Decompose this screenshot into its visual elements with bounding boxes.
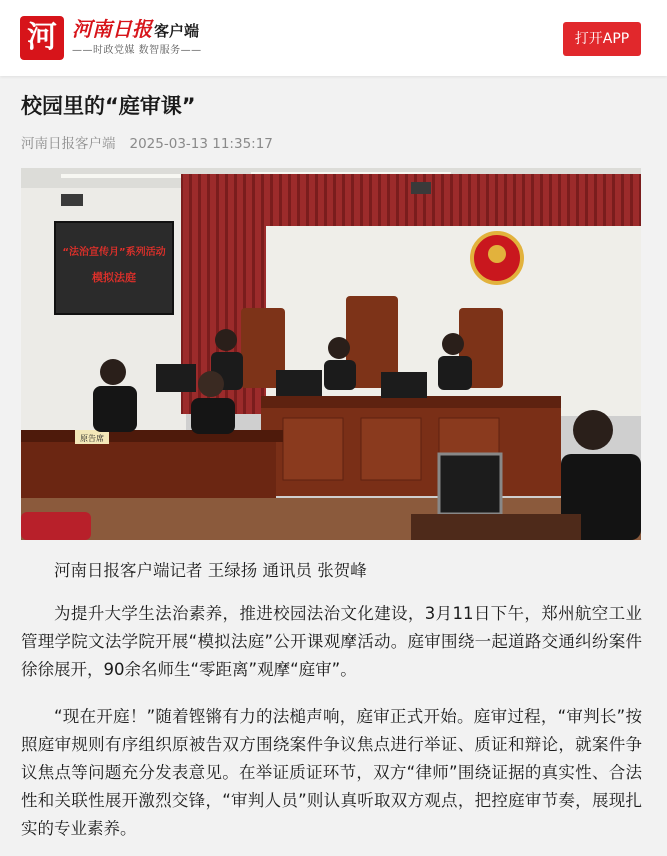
logo-brand: 河南日报 bbox=[72, 17, 152, 41]
plaintiff-table-top bbox=[21, 430, 283, 442]
article-meta bbox=[21, 135, 273, 153]
led-screen-line2: 模拟法庭 bbox=[92, 271, 136, 284]
logo-mark-icon: 河 bbox=[20, 16, 64, 60]
monitor bbox=[156, 364, 196, 392]
courtroom-photo-illustration bbox=[21, 168, 641, 540]
camera-icon bbox=[61, 194, 83, 206]
article-body bbox=[21, 557, 642, 856]
camera-icon bbox=[411, 182, 431, 194]
logo-suffix: 客户端 bbox=[154, 22, 200, 40]
bench-panel bbox=[361, 418, 421, 480]
led-screen-line1: “法治宣传月”系列活动 bbox=[62, 247, 166, 258]
article-source: 河南日报客户端 bbox=[21, 136, 116, 152]
monitor bbox=[381, 372, 427, 398]
article-datetime: 2025-03-13 11:35:17 bbox=[129, 136, 273, 152]
led-screen bbox=[55, 222, 173, 314]
bench-panel bbox=[283, 418, 343, 480]
photo-ceiling-light bbox=[61, 174, 181, 178]
article bbox=[0, 76, 667, 856]
national-emblem-center bbox=[488, 245, 506, 263]
red-chair bbox=[21, 512, 91, 540]
logo-slogan: ——时政党媒 数智服务—— bbox=[72, 45, 202, 56]
defense-monitor bbox=[439, 454, 501, 514]
henan-daily-logo[interactable] bbox=[20, 16, 220, 62]
nameplate-text: 原告席 bbox=[80, 434, 104, 443]
article-photo[interactable] bbox=[21, 168, 641, 540]
article-title: 校园里的“庭审课” bbox=[21, 94, 196, 118]
article-paragraph: “现在开庭！”随着铿锵有力的法槌声响，庭审正式开始。庭审过程，“审判长”按照庭审规则有序组织原被告双方围绕案件争议焦点进行举证、质证和辩论，就案件争议焦点等问题充分发表意见。在举证质证环节，双方“律师”围绕证据的真实性、合法性和关联性展开激烈交锋，“审判人员”则认真听取双方观点，把控庭审节奏，展现扎实的专业素养。 bbox=[21, 707, 642, 838]
app-header bbox=[0, 0, 667, 76]
article-byline: 河南日报客户端记者 王绿扬 通讯员 张贺峰 bbox=[54, 561, 367, 580]
logo-name bbox=[72, 17, 199, 43]
defense-table bbox=[411, 514, 581, 540]
open-app-button[interactable]: 打开APP bbox=[563, 22, 641, 56]
article-paragraph: 为提升大学生法治素养，推进校园法治文化建设，3月11日下午，郑州航空工业管理学院文法学院开展“模拟法庭”公开课观摩活动。庭审围绕一起道路交通纠纷案件徐徐展开，90余名师生“零距离”观摩“庭审”。 bbox=[21, 604, 642, 679]
monitor bbox=[276, 370, 322, 396]
